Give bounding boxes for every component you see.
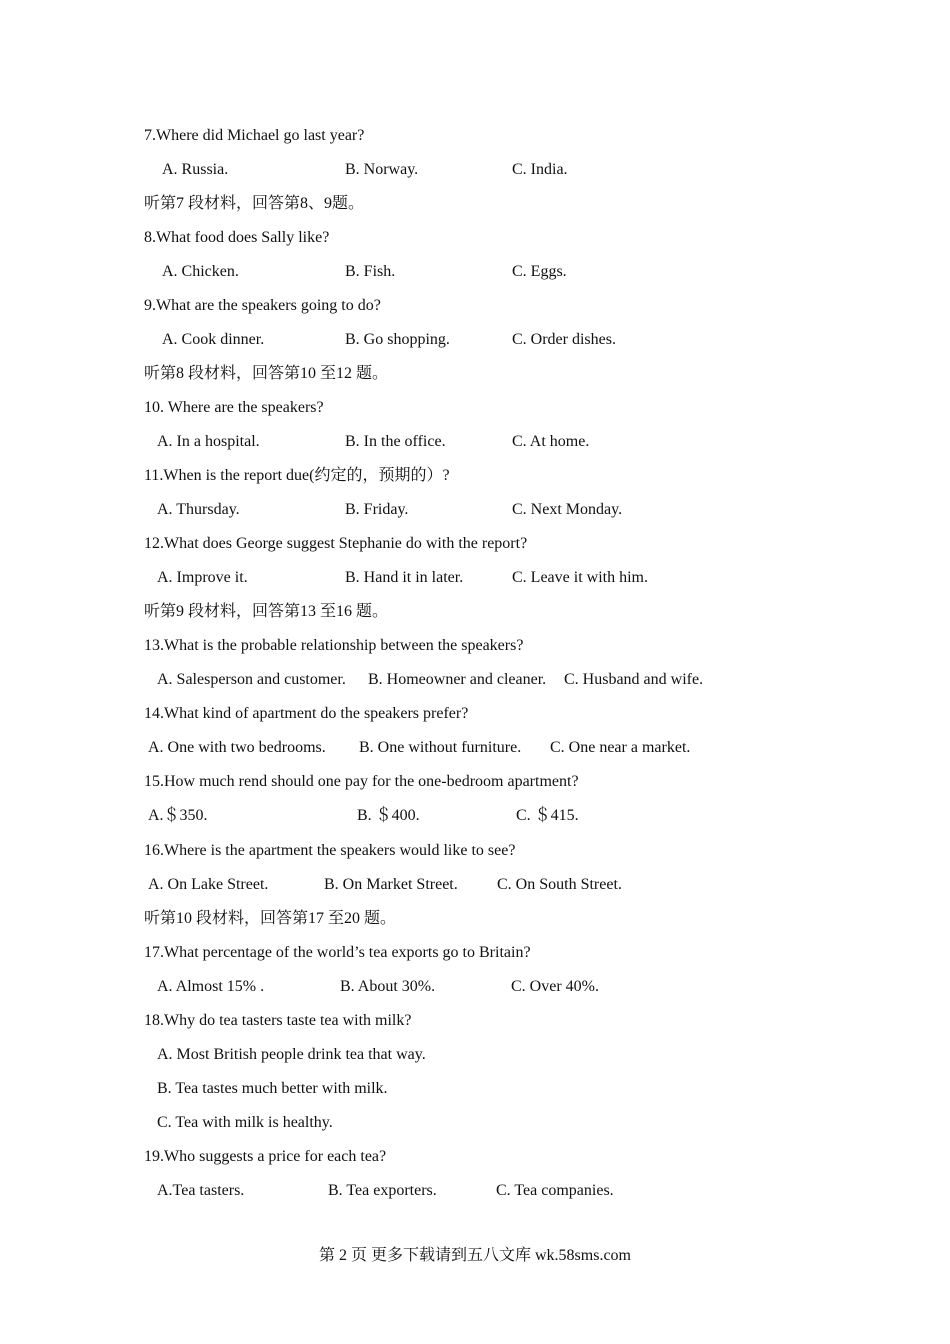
option-15c: C. ＄415. bbox=[516, 807, 579, 824]
question-15: 15.How much rend should one pay for the one-bedroom apartment? bbox=[144, 773, 579, 790]
question-10: 10. Where are the speakers? bbox=[144, 399, 324, 416]
option-17b: B. About 30%. bbox=[340, 978, 436, 995]
option-10c: C. At home. bbox=[512, 433, 590, 450]
question-9: 9.What are the speakers going to do? bbox=[144, 297, 381, 314]
option-16b: B. On Market Street. bbox=[324, 876, 458, 893]
option-9b: B. Go shopping. bbox=[345, 331, 450, 348]
option-11b: B. Friday. bbox=[345, 501, 409, 518]
option-14a: A. One with two bedrooms. bbox=[148, 739, 326, 756]
question-11: 11.When is the report due(约定的，预期的）? bbox=[144, 467, 450, 484]
option-14b: B. One without furniture. bbox=[359, 739, 522, 756]
option-11a: A. Thursday. bbox=[157, 501, 240, 518]
option-16c: C. On South Street. bbox=[497, 876, 622, 893]
question-8: 8.What food does Sally like? bbox=[144, 229, 330, 246]
option-16a: A. On Lake Street. bbox=[148, 876, 269, 893]
option-14c: C. One near a market. bbox=[550, 739, 691, 756]
option-19c: C. Tea companies. bbox=[496, 1182, 614, 1199]
option-13b: B. Homeowner and cleaner. bbox=[368, 671, 547, 688]
option-9c: C. Order dishes. bbox=[512, 331, 616, 348]
option-17c: C. Over 40%. bbox=[511, 978, 599, 995]
section-10-heading: 听第10 段材料，回答第17 至20 题。 bbox=[144, 910, 397, 927]
question-12: 12.What does George suggest Stephanie do with the report? bbox=[144, 535, 528, 552]
page-footer: 第 2 页 更多下载请到五八文库 wk.58sms.com bbox=[318, 1247, 631, 1264]
question-13: 13.What is the probable relationship between the speakers? bbox=[144, 637, 524, 654]
option-15a: A.＄350. bbox=[148, 807, 208, 824]
option-18a: A. Most British people drink tea that way. bbox=[157, 1046, 426, 1063]
option-19a: A.Tea tasters. bbox=[157, 1182, 245, 1199]
option-8a: A. Chicken. bbox=[162, 263, 239, 280]
option-15b: B. ＄400. bbox=[357, 807, 420, 824]
option-18b: B. Tea tastes much better with milk. bbox=[157, 1080, 388, 1097]
option-8b: B. Fish. bbox=[345, 263, 396, 280]
option-12c: C. Leave it with him. bbox=[512, 569, 648, 586]
option-18c: C. Tea with milk is healthy. bbox=[157, 1114, 333, 1131]
option-8c: C. Eggs. bbox=[512, 263, 567, 280]
question-18: 18.Why do tea tasters taste tea with milk? bbox=[144, 1012, 412, 1029]
question-14: 14.What kind of apartment do the speakers prefer? bbox=[144, 705, 469, 722]
option-9a: A. Cook dinner. bbox=[162, 331, 265, 348]
option-7b: B. Norway. bbox=[345, 161, 419, 178]
option-13a: A. Salesperson and customer. bbox=[157, 671, 346, 688]
option-17a: A. Almost 15% . bbox=[157, 978, 265, 995]
section-7-heading: 听第7 段材料，回答第8、9题。 bbox=[144, 195, 365, 212]
option-12a: A. Improve it. bbox=[157, 569, 248, 586]
question-7: 7.Where did Michael go last year? bbox=[144, 127, 365, 144]
option-10a: A. In a hospital. bbox=[157, 433, 260, 450]
option-19b: B. Tea exporters. bbox=[328, 1182, 437, 1199]
option-12b: B. Hand it in later. bbox=[345, 569, 464, 586]
option-7a: A. Russia. bbox=[162, 161, 229, 178]
question-19: 19.Who suggests a price for each tea? bbox=[144, 1148, 387, 1165]
section-9-heading: 听第9 段材料，回答第13 至16 题。 bbox=[144, 603, 389, 620]
section-8-heading: 听第8 段材料，回答第10 至12 题。 bbox=[144, 365, 389, 382]
option-7c: C. India. bbox=[512, 161, 568, 178]
option-11c: C. Next Monday. bbox=[512, 501, 623, 518]
option-13c: C. Husband and wife. bbox=[564, 671, 704, 688]
question-17: 17.What percentage of the world’s tea exports go to Britain? bbox=[144, 944, 531, 961]
option-10b: B. In the office. bbox=[345, 433, 446, 450]
question-16: 16.Where is the apartment the speakers would like to see? bbox=[144, 842, 516, 859]
